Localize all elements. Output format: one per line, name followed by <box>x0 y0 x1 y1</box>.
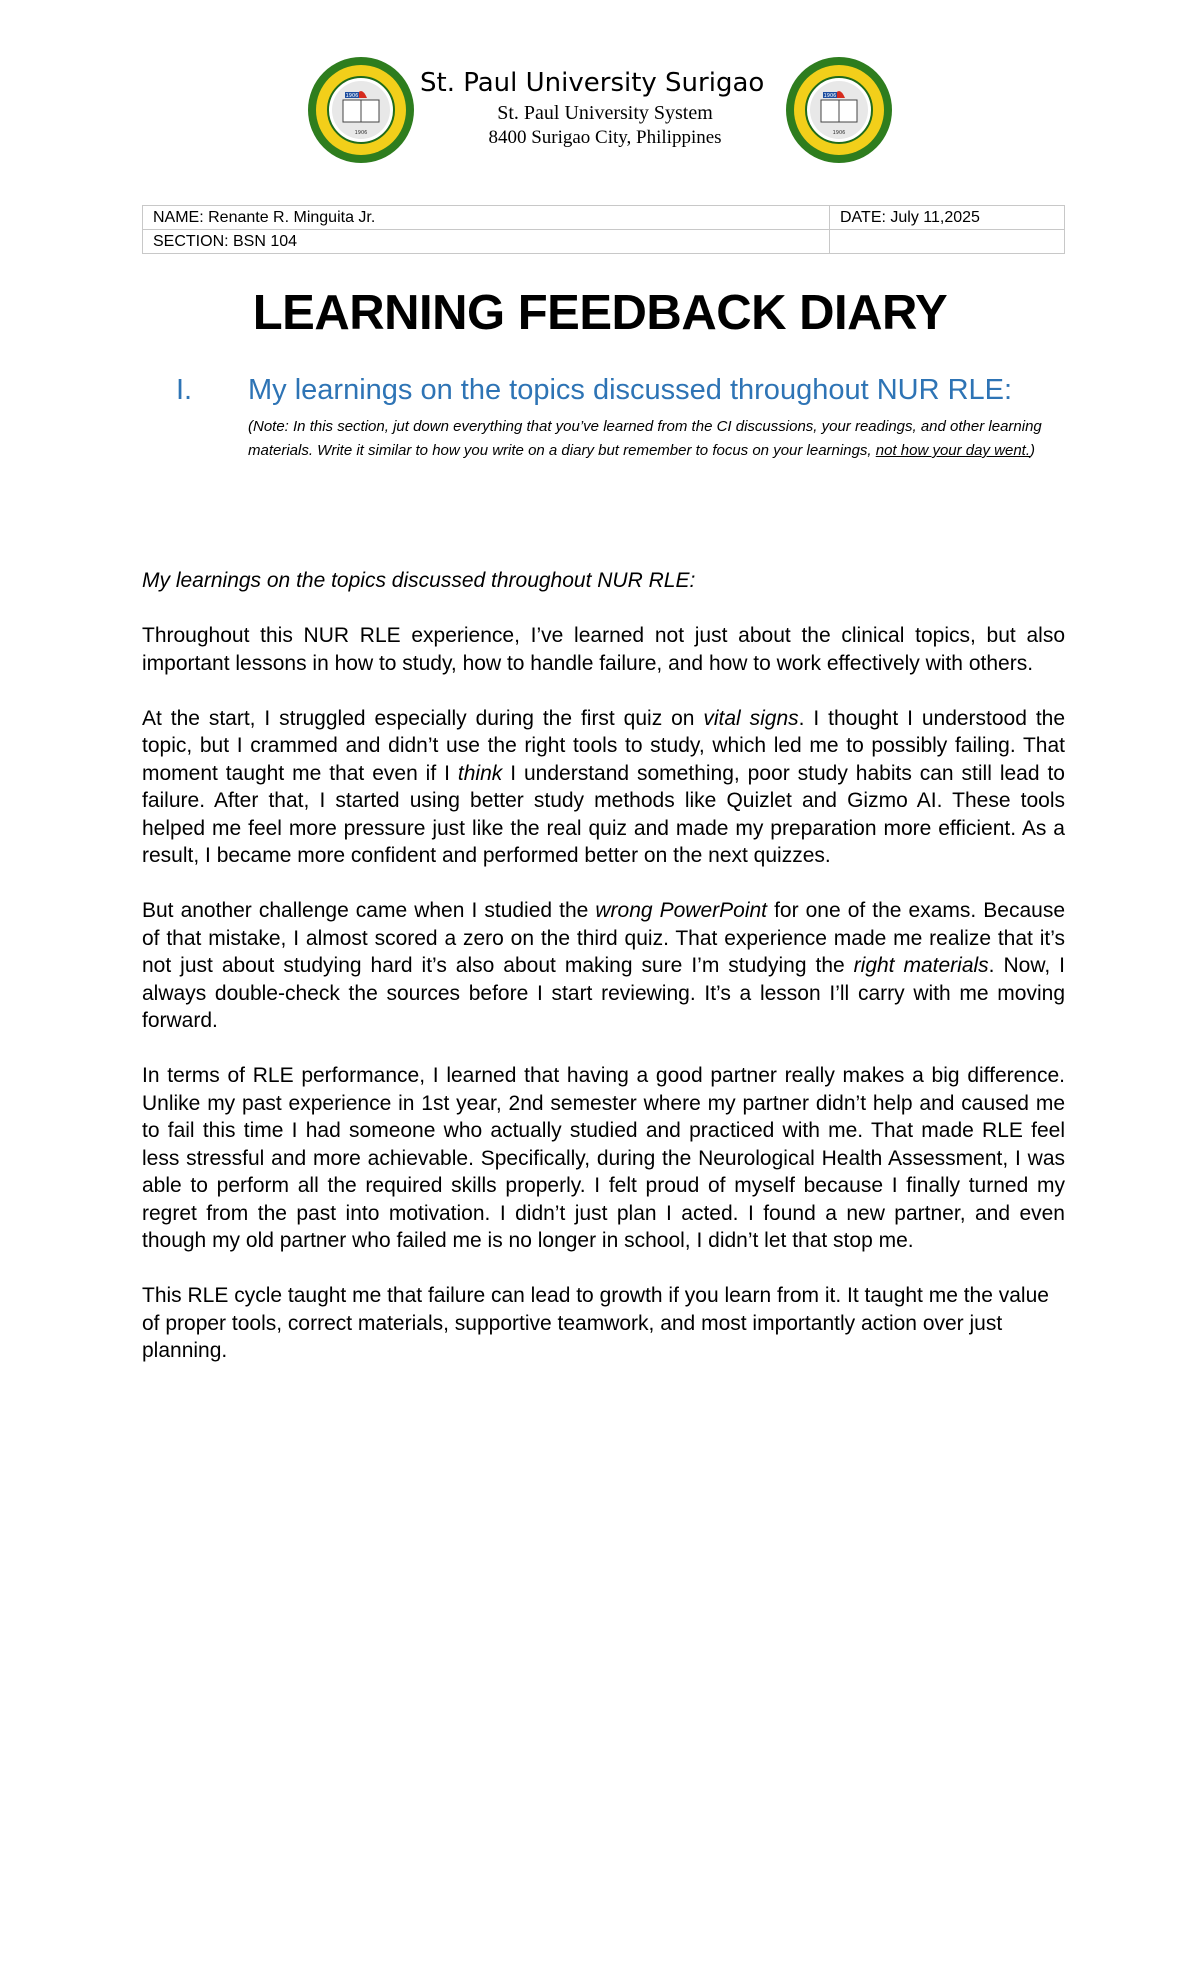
diary-body <box>142 567 1065 1392</box>
p2-emphasis-vital-signs: vital signs <box>703 706 799 730</box>
university-name: St. Paul University Surigao <box>420 68 765 98</box>
page-title: LEARNING FEEDBACK DIARY <box>252 286 948 340</box>
svg-text:1906: 1906 <box>354 130 368 136</box>
university-system: St. Paul University System <box>497 102 713 124</box>
student-info-table <box>142 205 1065 254</box>
paragraph-2 <box>142 705 1065 870</box>
p3-text-b: for one of the exams. Because of that mistake, I almost scored a zero on the third quiz. That experience made me realize that it’s not just about studying hard it’s also about making sure I’m studying the <box>142 899 1065 977</box>
note-underlined-text: not how your day went. <box>875 442 1031 459</box>
p2-text-b: . I thought I understood the topic, but I crammed and didn’t use the right tools to study, which led me to possibly failing. That moment taught me that even if I <box>142 706 1066 785</box>
note-text: (Note: In this section, jut down everything that you’ve learned from the CI discussions, your readings, and other learning materials. Write it similar to how you write on a diary but remember to focus on your learnings, <box>248 418 1042 459</box>
section-note <box>248 415 1063 463</box>
body-heading: My learnings on the topics discussed throughout NUR RLE: <box>142 569 696 592</box>
p3-emphasis-wrong-powerpoint: wrong PowerPoint <box>595 899 768 922</box>
note-end: ) <box>1030 442 1036 459</box>
p3-text-c: . Now, I always double-check the sources before I start reviewing. It’s a lesson I’ll carry with me moving forward. <box>142 954 1065 1032</box>
paragraph-5: This RLE cycle taught me that failure can lead to growth if you learn from it. It taught me the value of proper tools, correct materials, supportive teamwork, and most importantly action over just planning. <box>142 1284 1049 1362</box>
p2-emphasis-think: think <box>457 761 503 785</box>
empty-cell <box>830 230 1065 254</box>
university-seal-right-logo <box>783 56 895 164</box>
university-address: 8400 Surigao City, Philippines <box>488 127 722 148</box>
table-row <box>143 230 1065 254</box>
p2-text-c: I understand something, poor study habits can still lead to failure. After that, I started using better study methods like Quizlet and Gizmo AI. These tools helped me feel more pressure just like the real quiz and made my preparation more efficient. As a result, I became more confident and performed better on the next quizzes. <box>142 761 1065 867</box>
p2-text-a: At the start, I struggled especially during the first quiz on <box>142 706 704 730</box>
svg-text:1906: 1906 <box>832 130 846 136</box>
section-number: I. <box>176 374 193 406</box>
p3-emphasis-right-materials: right materials <box>853 954 989 977</box>
section-heading: My learnings on the topics discussed throughout NUR RLE: <box>248 374 1013 406</box>
svg-text:1906: 1906 <box>345 93 359 99</box>
paragraph-1: Throughout this NUR RLE experience, I’ve learned not just about the clinical topics, but also important lessons in how to study, how to handle failure, and how to work effectively with others. <box>142 624 1065 675</box>
university-seal-left-logo <box>305 56 417 164</box>
p3-text-a: But another challenge came when I studied the <box>142 899 596 922</box>
date-cell: DATE: July 11,2025 <box>830 206 1065 230</box>
paragraph-3 <box>142 897 1065 1035</box>
svg-text:1906: 1906 <box>823 93 837 99</box>
section-cell: SECTION: BSN 104 <box>143 230 830 254</box>
table-row <box>143 206 1065 230</box>
paragraph-4: In terms of RLE performance, I learned that having a good partner really makes a big difference. Unlike my past experience in 1st year, 2nd semester where my partner didn’t help and caused me to fail this time I had someone who actually studied and practiced with me. That made RLE feel less stressful and more achievable. Specifically, during the Neurological Health Assessment, I was able to perform all the required skills properly. I felt proud of myself because I finally turned my regret from the past into motivation. I didn’t just plan I acted. I found a new partner, and even though my old partner who failed me is no longer in school, I didn’t let that stop me. <box>142 1064 1065 1252</box>
student-name-cell: NAME: Renante R. Minguita Jr. <box>143 206 830 230</box>
